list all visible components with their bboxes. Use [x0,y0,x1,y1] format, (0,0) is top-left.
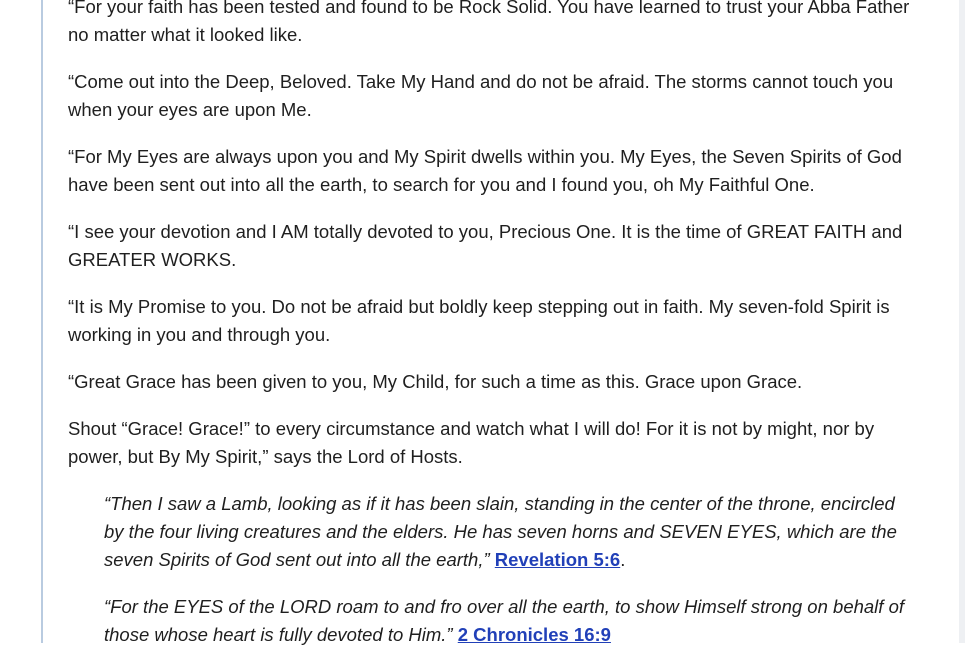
scrollbar-track[interactable] [959,0,965,643]
article-body [68,0,918,668]
quote-trailing: . [620,549,626,570]
paragraph: “For your faith has been tested and found to be Rock Solid. You have learned to trust your Abba Father no matter what it looked like. [68,0,910,45]
paragraph: “I see your devotion and I AM totally devoted to you, Precious One. It is the time of GREAT FAITH and GREATER WORKS. [68,221,903,270]
scripture-link-revelation[interactable]: Revelation 5:6 [494,549,621,570]
scripture-quote [104,490,918,574]
paragraph: “It is My Promise to you. Do not be afraid but boldly keep stepping out in faith. My seven-fold Spirit is working in you and through you. [68,296,890,345]
paragraph: Shout “Grace! Grace!” to every circumstance and watch what I will do! For it is not by might, nor by power, but By My Spirit,” says the Lord of Hosts. [68,418,875,467]
scripture-quote [104,593,918,649]
quote-text: “Then I saw a Lamb, looking as if it has been slain, standing in the center of the throne, encircled by the four living creatures and the elders. He has seven horns and SEVEN EYES, which are the seven Spirits of God sent out into all the earth,” [104,493,897,570]
quote-text: “For the EYES of the LORD roam to and fro over all the earth, to show Himself strong on behalf of those whose heart is fully devoted to Him.” [104,596,904,645]
scripture-link-chronicles[interactable]: 2 Chronicles 16:9 [457,624,611,645]
paragraph: “Come out into the Deep, Beloved. Take My Hand and do not be afraid. The storms cannot touch you when your eyes are upon Me. [68,71,894,120]
paragraph: “Great Grace has been given to you, My Child, for such a time as this. Grace upon Grace. [68,371,803,392]
left-border-rule [41,0,43,643]
paragraph: “For My Eyes are always upon you and My Spirit dwells within you. My Eyes, the Seven Spirits of God have been sent out into all the earth, to search for you and I found you, oh My Faithful One. [68,146,902,195]
